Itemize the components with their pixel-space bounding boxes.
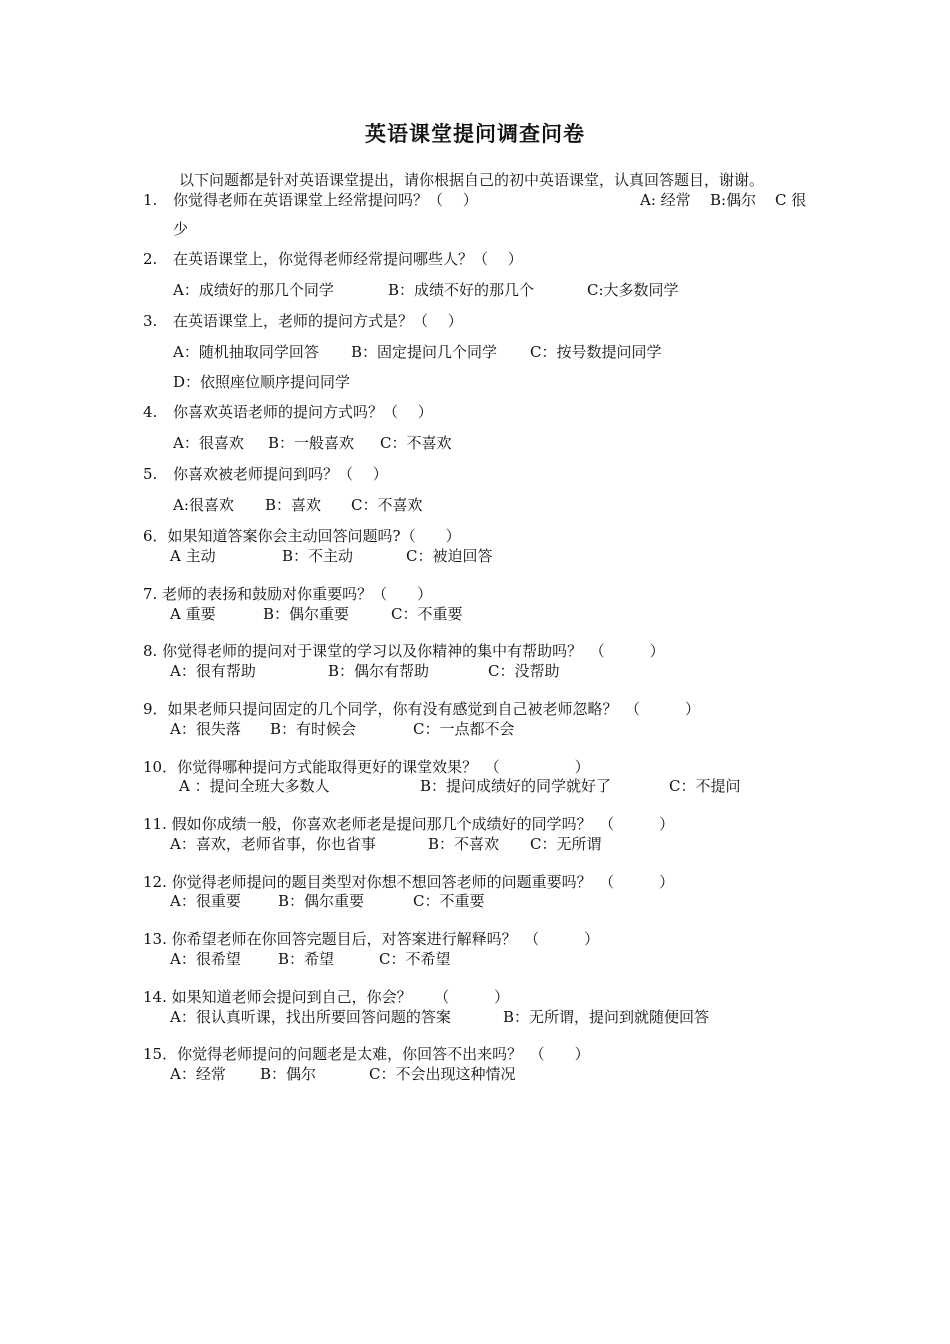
question-9-text: 9．如果老师只提问固定的几个同学，你有没有感觉到自己被老师忽略？ （ ）: [143, 700, 701, 718]
question-8-option-a: A：很有帮助: [170, 662, 256, 680]
question-15-option-c: C：不会出现这种情况: [369, 1065, 516, 1083]
question-3-option-d: D：依照座位顺序提问同学: [173, 373, 351, 391]
question-2-option-c: C:大多数同学: [587, 281, 679, 299]
question-11-option-b: B：不喜欢: [428, 835, 500, 853]
question-12-option-a: A：很重要: [170, 892, 241, 910]
question-11-option-a: A：喜欢，老师省事，你也省事: [170, 835, 376, 853]
question-15-option-a: A：经常: [170, 1065, 226, 1083]
question-12-option-b: B：偶尔重要: [278, 892, 365, 910]
question-4-option-b: B：一般喜欢: [268, 434, 355, 452]
question-5-option-c: C：不喜欢: [351, 496, 423, 514]
question-1-number: 1.: [143, 191, 158, 209]
question-13-option-b: B：希望: [278, 950, 335, 968]
question-1-option-c: C 很: [775, 191, 807, 209]
question-7-option-a: A 重要: [170, 605, 216, 623]
question-5-number: 5.: [143, 465, 158, 483]
question-8-option-c: C：没帮助: [488, 662, 560, 680]
question-13-option-a: A：很希望: [170, 950, 241, 968]
question-3-option-b: B：固定提问几个同学: [351, 343, 498, 361]
question-1-option-a: A: 经常: [640, 191, 691, 209]
question-13-text: 13. 你希望老师在你回答完题目后，对答案进行解释吗？ （ ）: [143, 930, 600, 948]
question-1-option-b: B:偶尔: [710, 191, 757, 209]
question-7-option-b: B：偶尔重要: [263, 605, 350, 623]
question-6-option-c: C：被迫回答: [406, 547, 493, 565]
question-4-option-c: C：不喜欢: [380, 434, 452, 452]
question-10-option-b: B：提问成绩好的同学就好了: [420, 777, 612, 795]
question-9-option-c: C：一点都不会: [413, 720, 515, 738]
question-14-text: 14. 如果知道老师会提问到自己，你会？ （ ）: [143, 988, 510, 1006]
question-6-option-b: B：不主动: [282, 547, 354, 565]
question-7-option-c: C：不重要: [391, 605, 463, 623]
intro-text: 以下问题都是针对英语课堂提出，请你根据自己的初中英语课堂，认真回答题目，谢谢。: [179, 171, 765, 189]
question-4-text: 你喜欢英语老师的提问方式吗？（ ）: [173, 403, 433, 421]
question-13-option-c: C：不希望: [379, 950, 451, 968]
question-3-option-a: A：随机抽取同学回答: [173, 343, 319, 361]
question-8-option-b: B：偶尔有帮助: [328, 662, 430, 680]
question-4-option-a: A：很喜欢: [173, 434, 244, 452]
question-14-option-b: B：无所谓，提问到就随便回答: [503, 1008, 710, 1026]
question-12-option-c: C：不重要: [413, 892, 485, 910]
question-1-text: 你觉得老师在英语课堂上经常提问吗？（ ）: [173, 191, 478, 209]
question-7-text: 7. 老师的表扬和鼓励对你重要吗？（ ）: [143, 585, 433, 603]
question-10-option-a: A ：提问全班大多数人: [179, 777, 330, 795]
question-11-text: 11. 假如你成绩一般，你喜欢老师老是提问那几个成绩好的同学吗？ （ ）: [143, 815, 675, 833]
question-5-option-b: B：喜欢: [265, 496, 322, 514]
question-3-number: 3.: [143, 312, 158, 330]
question-12-text: 12. 你觉得老师提问的题目类型对你想不想回答老师的问题重要吗？ （ ）: [143, 873, 675, 891]
question-15-option-b: B：偶尔: [260, 1065, 317, 1083]
question-2-text: 在英语课堂上，你觉得老师经常提问哪些人？（ ）: [173, 250, 523, 268]
question-10-text: 10．你觉得哪种提问方式能取得更好的课堂效果？ （ ）: [143, 758, 590, 776]
page-title: 英语课堂提问调查问卷: [365, 121, 585, 146]
question-2-number: 2.: [143, 250, 158, 268]
question-6-option-a: A 主动: [170, 547, 216, 565]
question-4-number: 4.: [143, 403, 158, 421]
question-9-option-b: B：有时候会: [270, 720, 357, 738]
question-11-option-c: C：无所谓: [530, 835, 602, 853]
question-5-option-a: A:很喜欢: [173, 496, 234, 514]
question-2-option-a: A：成绩好的那几个同学: [173, 281, 334, 299]
question-3-text: 在英语课堂上，老师的提问方式是？（ ）: [173, 312, 463, 330]
question-5-text: 你喜欢被老师提问到吗？（ ）: [173, 465, 388, 483]
question-8-text: 8. 你觉得老师的提问对于课堂的学习以及你精神的集中有帮助吗？ （ ）: [143, 642, 665, 660]
question-3-option-c: C：按号数提问同学: [530, 343, 662, 361]
question-6-text: 6．如果知道答案你会主动回答问题吗?（ ）: [143, 527, 461, 545]
question-2-option-b: B：成绩不好的那几个: [388, 281, 535, 299]
question-9-option-a: A：很失落: [170, 720, 241, 738]
question-14-option-a: A：很认真听课，找出所要回答问题的答案: [170, 1008, 451, 1026]
question-10-option-c: C：不提问: [669, 777, 741, 795]
question-15-text: 15．你觉得老师提问的问题老是太难，你回答不出来吗？ （ ）: [143, 1045, 590, 1063]
question-1-wrap: 少: [173, 220, 189, 238]
